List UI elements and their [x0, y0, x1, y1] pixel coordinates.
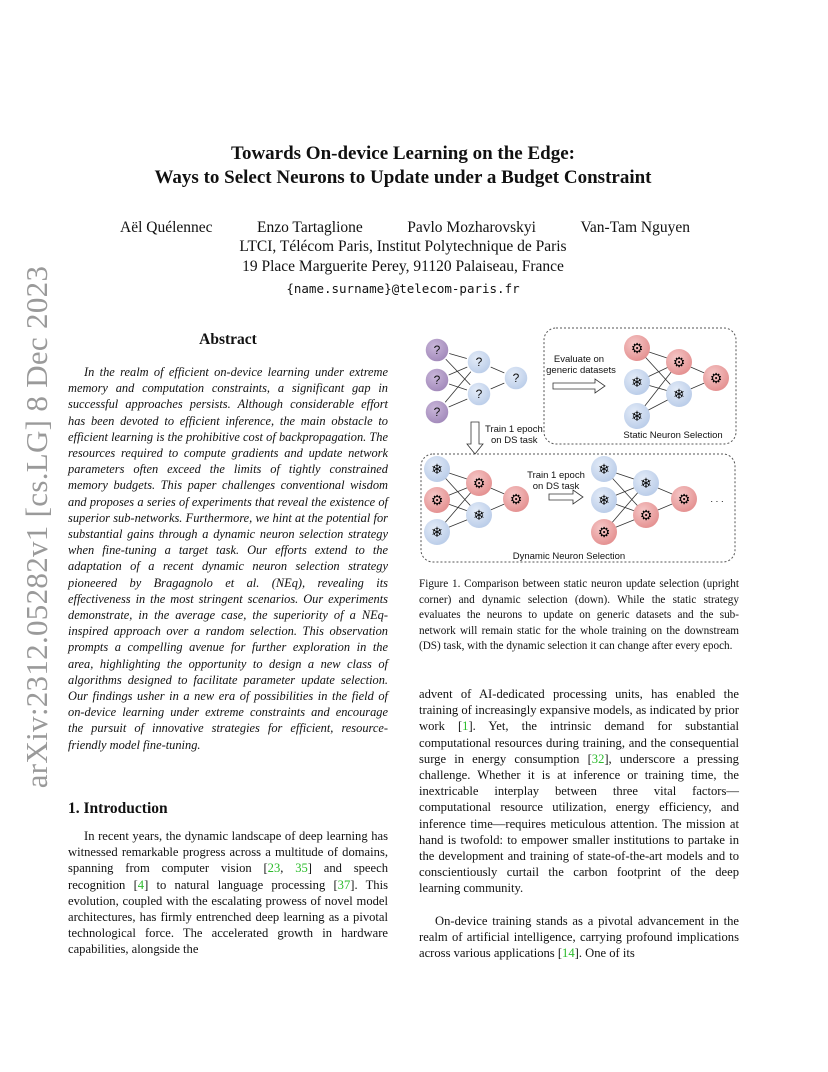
- snowflake-icon: ❄: [640, 476, 652, 492]
- arxiv-sidebar: [16, 265, 58, 789]
- snowflake-icon: ❄: [431, 525, 443, 541]
- abstract-text: In the realm of efficient on-device learning under extreme memory and computation constraints, a significant gap in successful approaches persists. Although considerable effort has been devoted to efficient inference, the main obstacle to efficient learning is the prohibitive cost of backpropagation. The resources required to compute gradients and update network parameters often exceed the limits of tightly constrained memory budgets. This paper challenges conventional wisdom and proposes a series of experiments that reveal the existence of superior sub-networks. Furthermore, we hint at the potential for substantial gains through a dynamic neuron selection strategy when fine-tuning a target task. Our efforts extend to the adaptation of a recent dynamic neuron selection strategy pioneered by Bragagnolo et al. (NEq), revealing its effectiveness in the most stringent scenarios. Our experiments demonstrate, in the average case, the superiority of a NEq-inspired approach over a random selection. This observation prompts a compelling avenue for further exploration in the area, highlighting the opportunity to design a new class of algorithms designed to facilitate parameter update selection. Our findings usher in a new era of possibilities in the field of on-device learning under extreme constraints and encourage the pursuit of innovative strategies for efficient, resource-friendly model fine-tuning.: [68, 365, 388, 752]
- snowflake-icon: ❄: [673, 387, 685, 403]
- snowflake-icon: ❄: [473, 508, 485, 524]
- question-mark: ?: [475, 387, 483, 401]
- right-column-paragraph-2: On-device training stands as a pivotal advancement in the realm of artificial intelligence, carrying profound implications across various applications [14]. One of its: [419, 914, 739, 961]
- abstract-heading: Abstract: [199, 331, 257, 348]
- right-column-paragraph-1: advent of AI-dedicated processing units, has enabled the training of increasingly expansive models, as indicated by prior work [1]. Yet, the intrinsic demand for substantial computational resources during training, and the consequential surge in energy consumption [32], underscore a pressing challenge. Whether it is at inference or training time, the inextricable interplay between three vital factors—computational resource utilization, energy efficiency, and inference time—requires meticulous attention. The mission at hand is twofold: to empower smaller institutions to partake in the development and training of state-of-the-art models and to conscientiously curtail the carbon footprint of the deep learning community.: [419, 687, 740, 896]
- gear-icon: ⚙: [509, 492, 523, 508]
- question-mark: ?: [433, 405, 441, 419]
- abstract-body: [68, 364, 388, 753]
- author: Van-Tam Nguyen: [580, 219, 690, 236]
- ellipsis: . . .: [710, 494, 724, 505]
- gear-icon: ⚙: [430, 493, 444, 509]
- snowflake-icon: ❄: [431, 462, 443, 478]
- citation-link[interactable]: 4: [137, 877, 145, 892]
- gear-icon: ⚙: [639, 508, 653, 524]
- author-list: [120, 219, 690, 237]
- arxiv-id: arXiv:2312.05282v1 [cs.LG] 8 Dec 2023: [19, 265, 54, 789]
- author-email: {name.surname}@telecom-paris.fr: [286, 281, 520, 296]
- snowflake-icon: ❄: [598, 493, 610, 509]
- paper-title-line-2: Ways to Select Neurons to Update under a Budget Constraint: [154, 167, 652, 188]
- train-label-mid-1: Train 1 epoch: [527, 470, 585, 481]
- train-label-top-1: Train 1 epoch: [485, 424, 543, 435]
- question-mark: ?: [512, 371, 520, 385]
- gear-icon: ⚙: [597, 525, 611, 541]
- gear-icon: ⚙: [672, 355, 686, 371]
- down-arrow-icon: [467, 422, 483, 454]
- affiliation-line-2: 19 Place Marguerite Perey, 91120 Palaiseau, France: [242, 258, 564, 275]
- citation-link[interactable]: 14: [562, 946, 575, 961]
- affiliation-line-1: LTCI, Télécom Paris, Institut Polytechnique de Paris: [239, 238, 567, 255]
- evaluate-label-2: generic datasets: [546, 365, 616, 376]
- author: Aël Quélennec: [120, 219, 213, 236]
- train-label-mid-2: on DS task: [532, 481, 580, 492]
- author: Pavlo Mozharovskyi: [407, 219, 536, 236]
- snowflake-icon: ❄: [631, 409, 643, 425]
- citation-link[interactable]: 23: [267, 861, 281, 876]
- question-mark: ?: [475, 355, 483, 369]
- figure-caption: Figure 1. Comparison between static neuron update selection (upright corner) and dynamic selection (down). While the static strategy evaluates the neurons to update on generic datasets and the sub-network will remain static for the whole training on the downstream (DS) task, with the dynamic selection it can change after every epoch.: [419, 578, 739, 652]
- gear-icon: ⚙: [677, 492, 691, 508]
- snowflake-icon: ❄: [598, 462, 610, 478]
- citation-link[interactable]: 35: [295, 861, 308, 876]
- gear-icon: ⚙: [630, 341, 644, 357]
- train-arrow-icon: [549, 490, 583, 504]
- static-selection-label: Static Neuron Selection: [623, 430, 723, 441]
- figure-1: [419, 326, 744, 566]
- gear-icon: ⚙: [472, 476, 486, 492]
- author: Enzo Tartaglione: [256, 219, 363, 236]
- question-mark: ?: [433, 343, 441, 357]
- section-heading-introduction: 1. Introduction: [68, 800, 168, 817]
- snowflake-icon: ❄: [631, 375, 643, 391]
- citation-link[interactable]: 37: [337, 877, 351, 892]
- neuron-selection-diagram: [419, 326, 744, 566]
- train-label-top-2: on DS task: [491, 435, 538, 446]
- question-mark: ?: [433, 373, 441, 387]
- evaluate-label-1: Evaluate on: [553, 354, 605, 365]
- evaluate-arrow-icon: [553, 379, 605, 393]
- gear-icon: ⚙: [709, 371, 723, 387]
- citation-link[interactable]: 32: [591, 751, 605, 766]
- intro-paragraph: In recent years, the dynamic landscape of deep learning has witnessed remarkable progress across a multitude of domains, spanning from computer vision [23, 35] and speech recognition [4] to natural language processing [37]. This evolution, coupled with the escalating prowess of novel model architectures, has firmly entrenched deep learning as a pivotal technological force. The accelerated growth in hardware capabilities, alongside the: [68, 829, 388, 957]
- dynamic-selection-label: Dynamic Neuron Selection: [512, 551, 626, 562]
- citation-link[interactable]: 1: [462, 719, 469, 734]
- paper-title-line-1: Towards On-device Learning on the Edge:: [231, 143, 575, 164]
